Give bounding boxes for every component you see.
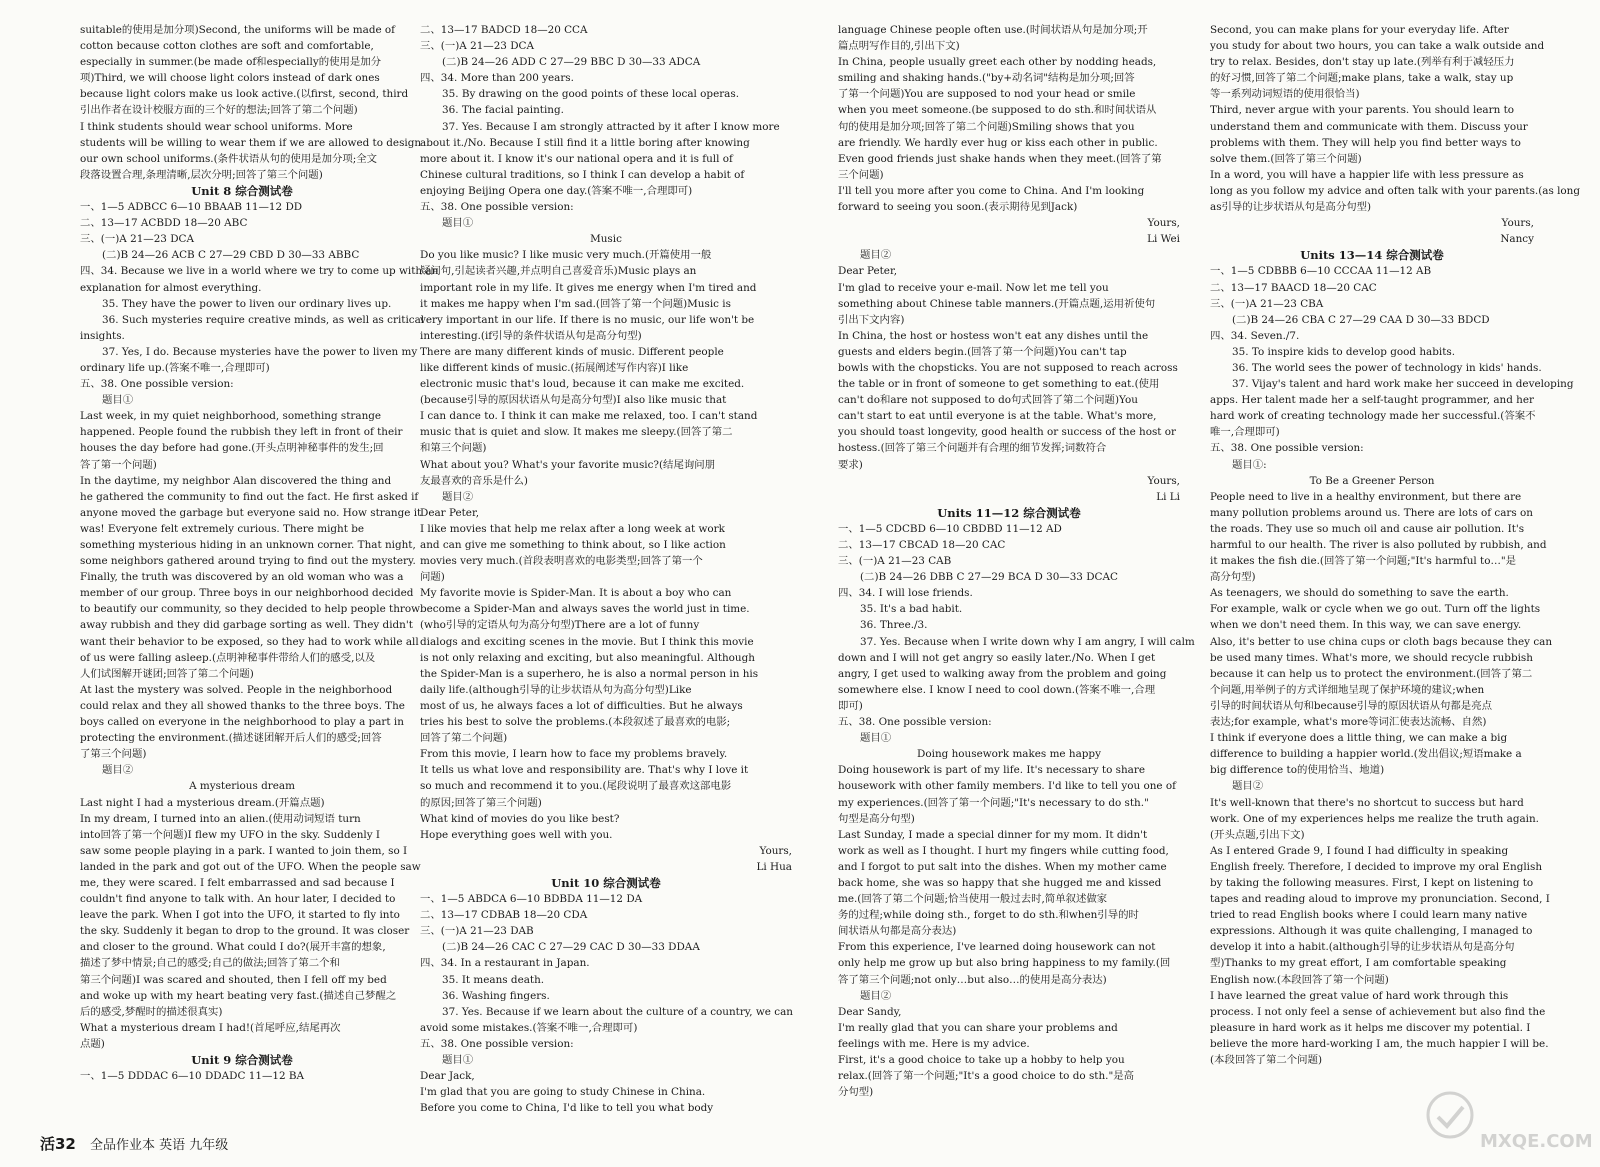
text-line: 务的过程;while doing sth., forget to do sth.和when引导的时 [838, 909, 1139, 922]
text-line: Third, never argue with your parents. You should learn to [1210, 104, 1515, 117]
text-line: want their behavior to be exposed, so they had to work while all [80, 635, 419, 648]
text-line: 篇点明写作目的,引出下文) [838, 40, 960, 53]
text-line: 二、13—17 ACBDD 18—20 ABC [80, 217, 248, 230]
text-line: 唯一,合理即可) [1210, 426, 1280, 439]
text-line: was! Everyone felt extremely curious. There might be [80, 522, 365, 535]
text-line: and I forgot to put salt into the dishes. When my mother came [838, 860, 1167, 873]
text-line: saw some people playing in a park. I wanted to join them, so I [80, 844, 408, 857]
text-line: (二)B 24—26 ADD C 27—29 BBC D 30—33 ADCA [442, 56, 701, 69]
text-line: 二、13—17 BAACD 18—20 CAC [1210, 281, 1377, 294]
text-line: anyone moved the garbage but everyone said no. How strange it [80, 506, 422, 519]
text-line: by taking the following measures. First, I kept on listening to [1210, 876, 1534, 889]
text-line: I'm glad that you are going to study Chinese in China. [420, 1086, 706, 1099]
text-line: is not only relaxing and exciting, but also meaningful. Although [420, 651, 755, 664]
text-line: 和第三个问题) [420, 442, 487, 455]
text-line: 段落设置合理,条理清晰,层次分明;回答了第三个问题) [80, 168, 323, 181]
text-line: develop it into a habit.(although引导的让步状语从句是高分句 [1210, 941, 1515, 954]
text-line: housework with other family members. I'd like to tell you one of [838, 780, 1176, 793]
text-line: 三、(一)A 21—23 CBA [1210, 297, 1324, 310]
text-line: Li Hua [756, 860, 792, 873]
text-line: can't do和are not supposed to do句式回答了第二个问题)You [838, 394, 1138, 407]
text-line: boys called on everyone in the neighborhood to play a part in [80, 716, 404, 729]
text-line: something mysterious hiding in an unknown corner. That night, [80, 539, 416, 551]
text-line: become a Spider-Man and always saves the world just in time. [420, 603, 750, 616]
text-line: difference to building a happier world.(发出倡议;短语make a [1210, 748, 1522, 761]
text-line: the Spider-Man is a superhero, he is also a normal person in his [420, 667, 759, 680]
text-line: 35. It means death. [442, 973, 545, 986]
text-line: as引导的让步状语从句是高分句型) [1210, 201, 1372, 214]
text-line: very important in our life. If there is no music, our life won't be [420, 313, 755, 326]
text-line: tried to read English books where I could learn many native [1210, 909, 1528, 922]
text-line: First, it's a good choice to take up a hobby to help you [838, 1054, 1125, 1066]
text-line: 人们试图解开谜团;回答了第二个问题) [80, 667, 254, 680]
text-line: avoid some mistakes.(答案不唯一,合理即可) [420, 1021, 638, 1034]
text-line: 题目① [442, 1054, 474, 1066]
text-line: 的好习惯,回答了第二个问题;make plans, take a walk, stay up [1210, 72, 1514, 85]
text-line: 等一系列动词短语的使用很恰当) [1210, 88, 1360, 101]
text-line: guests and elders begin.(回答了第一个问题)You can't tap [838, 345, 1127, 358]
text-line: (because引导的原因状语从句是高分句型)I also like music that [420, 394, 727, 407]
text-line: ordinary life up.(答案不唯一,合理即可) [80, 361, 270, 374]
text-line: the table or in front of someone to get something to eat.(使用 [838, 378, 1160, 391]
text-line: problems with them. They will help you find better ways to [1210, 136, 1521, 149]
text-line: 间状语从句都是高分表达) [838, 925, 957, 938]
text-line: Nancy [1500, 233, 1534, 246]
text-line: interesting.(if引导的条件状语从句是高分句型) [420, 329, 642, 342]
text-line: As teenagers, we should do something to save the earth. [1210, 587, 1509, 600]
text-line: it makes the fish die.(回答了第一个问题;"It's harmful to…"是 [1210, 555, 1517, 568]
text-line: 36. Such mysteries require creative minds, as well as critical [102, 313, 425, 326]
text-line: 题目① [102, 394, 134, 407]
text-line: when we don't need them. In this way, we can save energy. [1210, 619, 1522, 632]
text-line: 四、34. More than 200 years. [420, 72, 574, 85]
text-line: our own school uniforms.(条件状语从句的使用是加分项;全文 [80, 152, 378, 165]
text-line: only help me grow up but also bring happiness to my family.(回 [838, 957, 1171, 970]
text-line: especially in summer.(be made of和especially的使用是加分 [80, 56, 382, 69]
text-line: 题目② [860, 249, 892, 262]
text-line: and woke up with my heart beating very fast.(描述自己梦醒之 [80, 989, 397, 1002]
text-line: 五、38. One possible version: [80, 378, 234, 391]
text-line: 37. Vijay's talent and hard work make her succeed in developing [1232, 378, 1574, 391]
text-line: 的原因;回答了第三个问题) [420, 796, 542, 809]
text-line: 四、34. I will lose friends. [838, 587, 973, 600]
text-line: back home, she was so happy that she hugged me and kissed [838, 876, 1162, 889]
text-line: I think students should wear school uniforms. More [80, 120, 353, 133]
text-line: 三、(一)A 21—23 DCA [80, 233, 195, 246]
watermark-icon-mark [1438, 1107, 1463, 1126]
text-line: cotton because cotton clothes are soft and comfortable, [80, 40, 374, 53]
text-line: suitable的使用是加分项)Second, the uniforms will be made of [80, 24, 396, 36]
text-line: music that is quiet and slow. It makes me sleepy.(回答了第二 [420, 426, 733, 439]
text-line: Units 13—14 综合测试卷 [1300, 248, 1444, 263]
text-line: 36. Washing fingers. [442, 989, 550, 1002]
text-line: 一、1—5 CDBBB 6—10 CCCAA 11—12 AB [1210, 265, 1432, 278]
text-line: I like movies that help me relax after a long week at work [420, 522, 725, 535]
text-line: 题目①: [1232, 458, 1267, 471]
text-line: 型)Thanks to my great effort, I am comfortable speaking [1210, 957, 1507, 970]
text-line: language Chinese people often use.(时间状语从句是加分项;开 [838, 24, 1148, 36]
text-line: What kind of movies do you like best? [420, 812, 620, 825]
watermark-logo [1420, 1085, 1593, 1155]
text-line: As I entered Grade 9, I found I had difficulty in speaking [1210, 844, 1509, 857]
text-line: 个问题,用举例子的方式详细地呈现了保护环境的建议;when [1210, 683, 1485, 696]
text-line: big difference to的使用恰当、地道) [1210, 764, 1385, 777]
text-line: 了第三个问题) [80, 748, 147, 761]
text-line: something about Chinese table manners.(开篇点题,运用祈使句 [838, 297, 1156, 310]
text-line: couldn't find anyone to talk with. An hour later, I decided to [80, 893, 396, 906]
text-line: Last night I had a mysterious dream.(开篇点题) [80, 796, 325, 809]
text-line: daily life.(although引导的让步状语从句为高分句型)Like [420, 683, 692, 696]
text-line: feelings with me. Here is my advice. [838, 1037, 1030, 1050]
text-line: (二)B 24—26 DBB C 27—29 BCA D 30—33 DCAC [860, 571, 1118, 584]
text-line: In China, people usually greet each other by nodding heads, [838, 56, 1157, 69]
text-line: angry, I get used to walking away from the problem and going [838, 667, 1167, 680]
text-line: Unit 10 综合测试卷 [551, 875, 661, 890]
text-line: into回答了第一个问题)I flew my UFO in the sky. Suddenly I [80, 828, 381, 841]
text-line: Second, you can make plans for your everyday life. After [1210, 24, 1509, 36]
text-line: 四、34. Seven./7. [1210, 329, 1300, 342]
text-line: Dear Jack, [420, 1070, 475, 1083]
text-line: (开头点题,引出下文) [1210, 828, 1305, 841]
watermark-text: MXQE.COM [1480, 1131, 1593, 1152]
text-line: 描述了梦中情景;自己的感受;自己的做法;回答了第二个和 [80, 957, 340, 970]
text-line: (二)B 24—26 ACB C 27—29 CBD D 30—33 ABBC [102, 249, 360, 262]
text-line: 引出作者在设计校服方面的三个好的想法;回答了第二个问题) [80, 104, 358, 117]
column-2 [420, 22, 792, 1132]
text-line: A mysterious dream [189, 780, 295, 793]
text-line: work. One of my experiences helps me realize the truth again. [1210, 812, 1539, 825]
text-line: 一、1—5 DDDAC 6—10 DDADC 11—12 BA [80, 1070, 304, 1083]
text-line: process. I not only feel a sense of achievement but also find the [1210, 1005, 1546, 1018]
text-line: you study for about two hours, you can take a walk outside and [1210, 40, 1545, 53]
text-line: 句型是高分句型) [838, 812, 915, 825]
text-line: 35. It's a bad habit. [860, 603, 963, 616]
text-line: I can dance to. I think it can make me relaxed, too. I can't stand [420, 410, 758, 423]
text-line: 二、13—17 BADCD 18—20 CCA [420, 24, 588, 36]
text-line: tries his best to solve the problems.(本段叙述了最喜欢的电影; [420, 716, 731, 729]
text-line: 三个问题) [838, 168, 884, 181]
text-line: People need to live in a healthy environment, but there are [1210, 490, 1522, 503]
text-line: Do you like music? I like music very much.(开篇使用一般 [420, 249, 712, 262]
text-line: Before you come to China, I'd like to tell you what body [420, 1102, 714, 1115]
text-line: From this experience, I've learned doing housework can not [838, 941, 1156, 954]
text-line: 五、38. One possible version: [420, 201, 574, 214]
text-line: What a mysterious dream I had!(首尾呼应,结尾再次 [80, 1021, 341, 1034]
text-line: 答了第一个问题) [80, 458, 157, 471]
text-line: 五、38. One possible version: [420, 1037, 574, 1050]
text-line: 35. By drawing on the good points of these local operas. [442, 88, 740, 101]
text-line: 项)Third, we will choose light colors instead of dark ones [80, 72, 380, 85]
text-line: 点题) [80, 1037, 105, 1050]
text-line: 37. Yes. Because I am strongly attracted by it after I know more [442, 120, 780, 133]
text-line: 要求) [838, 458, 863, 471]
column-3 [838, 22, 1195, 1132]
text-line: he gathered the community to find out the fact. He first asked if [80, 490, 419, 503]
text-line: English now.(本段回答了第一个问题) [1210, 973, 1389, 986]
text-line: bowls with the chopsticks. You are not supposed to reach across [838, 361, 1178, 374]
text-line: tapes and reading aloud to improve my pronunciation. Second, I [1210, 893, 1550, 906]
text-line: 即可) [838, 699, 863, 712]
text-line: and can give me something to think about, so I like action [420, 539, 726, 551]
text-line: Music [590, 233, 622, 246]
column-4 [1210, 22, 1581, 1132]
text-line: 第三个问题)I was scared and shouted, then I fell off my bed [80, 973, 387, 986]
text-line: Li Li [1156, 490, 1180, 503]
text-line: Doing housework makes me happy [917, 748, 1101, 761]
text-line: (二)B 24—26 CBA C 27—29 CAA D 30—33 BDCD [1232, 313, 1490, 326]
text-line: Last Sunday, I made a special dinner for my mom. It didn't [838, 828, 1148, 841]
text-line: Unit 8 综合测试卷 [191, 183, 293, 198]
text-line: (本段回答了第二个问题) [1210, 1054, 1323, 1066]
text-line: It tells us what love and responsibility are. That's why I love it [420, 764, 749, 777]
text-line: 一、1—5 ABDCA 6—10 BDBDA 11—12 DA [420, 893, 643, 906]
text-line: when you meet someone.(be supposed to do sth.和时间状语从 [838, 104, 1157, 117]
text-line: I'm glad to receive your e-mail. Now let me tell you [838, 281, 1109, 294]
text-line: 三、(一)A 21—23 DCA [420, 40, 535, 53]
page-footer [40, 1136, 340, 1154]
book-info: 全品作业本 英语 九年级 [90, 1138, 229, 1153]
text-line: hard work of creating technology made her successful.(答案不 [1210, 410, 1536, 423]
text-line: I'm really glad that you can share your problems and [838, 1021, 1118, 1034]
text-line: What about you? What's your favorite music?(结尾询问朋 [420, 458, 716, 471]
text-line: 37. Yes. Because when I write down why I am angry, I will calm [860, 635, 1195, 648]
text-line: 分句型) [838, 1086, 874, 1099]
text-line: understand them and communicate with them. Discuss your [1210, 120, 1528, 133]
text-line: it makes me happy when I'm sad.(回答了第一个问题)Music is [420, 297, 731, 310]
text-line: 题目② [102, 764, 134, 777]
text-line: happened. People found the rubbish they left in front of their [80, 426, 403, 439]
text-line: 36. The world sees the power of technology in kids' hands. [1232, 361, 1542, 374]
text-line: like different kinds of music.(拓展阐述写作内容)I like [420, 361, 689, 374]
text-line: Chinese cultural traditions, so I think I can develop a habit of [420, 168, 745, 181]
text-line: 37. Yes, I do. Because mysteries have the power to liven my [102, 345, 418, 358]
text-line: I think if everyone does a little thing, we can make a big [1210, 732, 1508, 745]
text-line: Hope everything goes well with you. [420, 828, 613, 841]
text-line: insights. [80, 329, 125, 342]
text-line: 了第一个问题)You are supposed to nod your head or smile [838, 88, 1136, 101]
text-line: 后的感受,梦醒时的描述很真实) [80, 1005, 223, 1018]
text-line: For example, walk or cycle when we go out. Turn off the lights [1210, 603, 1541, 616]
text-line: can't start to eat until everyone is at the table. What's more, [838, 410, 1157, 423]
text-line: 表达;for example, what's more等词汇使表达流畅、自然) [1210, 716, 1487, 729]
text-line: the roads. They use so much oil and cause air pollution. It's [1210, 522, 1525, 535]
text-line: protecting the environment.(描述谜团解开后人们的感受;回答 [80, 732, 382, 745]
text-line: houses the day before had gone.(开头点明神秘事件的发生;回 [80, 442, 384, 455]
text-line: To Be a Greener Person [1309, 474, 1435, 487]
text-line: Unit 9 综合测试卷 [191, 1053, 293, 1067]
text-line: forward to seeing you soon.(表示期待见到Jack) [838, 201, 1078, 214]
text-line: 问题) [420, 571, 445, 584]
text-line: expressions. Although it was quite challenging, I managed to [1210, 925, 1533, 938]
text-line: Yours, [1501, 217, 1534, 230]
text-line: 二、13—17 CDBAB 18—20 CDA [420, 909, 588, 922]
text-line: to beautify our community, so they decided to help people throw [80, 603, 421, 616]
text-line: It's well-known that there's no shortcut to success but hard [1210, 796, 1524, 809]
text-line: 35. To inspire kids to develop good habits. [1232, 345, 1456, 358]
text-line: be used many times. What's more, we should recycle rubbish [1210, 651, 1533, 664]
text-line: 四、34. In a restaurant in Japan. [420, 957, 590, 970]
text-line: enjoying Beijing Opera one day.(答案不唯一,合理即可) [420, 184, 693, 197]
text-line: could relax and they all showed thanks to the three boys. The [80, 699, 405, 712]
text-line: you should toast longevity, good health or success of the host or [838, 426, 1176, 439]
text-line: important role in my life. It gives me energy when I'm tired and [420, 281, 757, 294]
text-line: 二、13—17 CBCAD 18—20 CAC [838, 539, 1006, 551]
text-line: electronic music that's loud, because it can make me excited. [420, 378, 745, 391]
text-line: long as you follow my advice and often talk with your parents.(as long [1210, 184, 1581, 197]
text-line: Last week, in my quiet neighborhood, something strange [80, 410, 382, 423]
text-line: Yours, [1147, 217, 1180, 230]
text-line: 36. The facial painting. [442, 104, 564, 117]
text-line: My favorite movie is Spider-Man. It is about a boy who can [420, 587, 732, 600]
text-line: Units 11—12 综合测试卷 [937, 505, 1081, 520]
text-line: landed in the park and got out of the UFO. When the people saw [80, 860, 421, 873]
text-line: 三、(一)A 21—23 CAB [838, 555, 952, 568]
text-line: Doing housework is part of my life. It's necessary to share [838, 764, 1145, 777]
text-line: of us were falling asleep.(点明神秘事件带给人们的感受,以及 [80, 651, 376, 664]
text-line: most of us, he always faces a lot of difficulties. But he always [420, 699, 743, 712]
text-line: In the daytime, my neighbor Alan discovered the thing and [80, 474, 392, 487]
text-line: about it./No. Because I still find it a little boring after knowing [420, 136, 750, 149]
text-line: believe the more hard-working I am, the much happier I will be. [1210, 1037, 1549, 1050]
text-line: movies very much.(首段表明喜欢的电影类型;回答了第一个 [420, 555, 703, 568]
text-line: At last the mystery was solved. People in the neighborhood [80, 683, 393, 696]
text-line: harmful to our health. The river is also polluted by rubbish, and [1210, 539, 1547, 551]
text-line: 引导的时间状语从句和because引导的原因状语从句都是亮点 [1210, 699, 1492, 712]
text-line: 五、38. One possible version: [1210, 442, 1364, 455]
text-line: In China, the host or hostess won't eat any dishes until the [838, 329, 1149, 342]
text-line: 36. Three./3. [860, 619, 928, 632]
text-line: my experiences.(回答了第一个问题;"It's necessary to do sth." [838, 796, 1149, 809]
text-line: From this movie, I learn how to face my problems bravely. [420, 748, 728, 761]
text-line: member of our group. Three boys in our neighborhood decided [80, 587, 414, 600]
text-line: leave the park. When I got into the UFO, it started to fly into [80, 909, 400, 922]
text-line: 引出下文内容) [838, 313, 905, 326]
page-number: 活32 [40, 1135, 76, 1153]
text-line: 题目② [442, 490, 474, 503]
text-line: I'll tell you more after you come to China. And I'm looking [838, 184, 1145, 197]
text-line: 三、(一)A 21—23 DAB [420, 925, 534, 938]
text-line: 回答了第二个问题) [420, 732, 508, 745]
text-line: because it can help us to protect the environment.(回答了第二 [1210, 667, 1533, 680]
text-line: some neighbors gathered around trying to find out the mystery. [80, 555, 416, 568]
text-line: 题目② [860, 989, 892, 1002]
text-line: dialogs and exciting scenes in the movie. But I think this movie [420, 635, 754, 648]
text-line: students will be willing to wear them if we are allowed to design [80, 136, 422, 149]
text-line: me, they were scared. I felt embarrassed and sad because I [80, 876, 395, 889]
text-line: 一、1—5 CDCBD 6—10 CBDBD 11—12 AD [838, 522, 1062, 535]
text-line: Even good friends just shake hands when they meet.(回答了第 [838, 152, 1162, 165]
text-line: 疑问句,引起读者兴趣,并点明自己喜爱音乐)Music plays an [420, 265, 697, 278]
text-line: me.(回答了第二个问题;恰当使用一般过去时,简单叙述做家 [838, 893, 1108, 906]
text-line: 句的使用是加分项;回答了第二个问题)Smiling shows that you [838, 120, 1135, 133]
text-line: 35. They have the power to liven our ordinary lives up. [102, 297, 392, 310]
text-line: Also, it's better to use china cups or cloth bags because they can [1210, 635, 1553, 648]
text-line: explanation for almost everything. [80, 281, 262, 294]
text-line: solve them.(回答了第三个问题) [1210, 152, 1362, 165]
text-line: Dear Peter, [420, 506, 480, 519]
text-line: Dear Sandy, [838, 1005, 902, 1018]
text-line: apps. Her talent made her a self-taught programmer, and her [1210, 394, 1534, 407]
column-1 [80, 22, 439, 1132]
text-line: work as well as I thought. I hurt my fingers while cutting food, [838, 844, 1169, 857]
text-line: English freely. Therefore, I decided to improve my oral English [1210, 860, 1543, 873]
text-line: 题目② [1232, 780, 1264, 793]
text-line: 题目① [442, 217, 474, 230]
text-line: somewhere else. I know I need to cool down.(答案不唯一,合理 [838, 683, 1156, 696]
text-line: 题目① [860, 732, 892, 745]
text-line: more about it. I know it's our national opera and it is full of [420, 152, 733, 165]
text-line: away rubbish and they did garbage sorting as well. They didn't [80, 619, 413, 632]
text-line: because light colors make us look active.(以first, second, third [80, 88, 409, 101]
text-line: down and I will not get angry so easily later./No. When I get [838, 651, 1156, 664]
text-line: (二)B 24—26 CAC C 27—29 CAC D 30—33 DDAA [442, 941, 700, 954]
text-line: I have learned the great value of hard work through this [1210, 989, 1509, 1002]
text-line: Li Wei [1147, 233, 1180, 246]
text-line: 答了第三个问题;not only…but also…的使用是高分表达) [838, 973, 1107, 986]
text-line: (who引导的定语从句为高分句型)There are a lot of funny [420, 619, 700, 632]
text-line: and closer to the ground. What could I do?(展开丰富的想象, [80, 941, 386, 954]
text-line: try to relax. Besides, don't stay up late.(列举有利于减轻压力 [1210, 56, 1515, 69]
text-line: hostess.(回答了第三个问题并有合理的细节发挥;词数符合 [838, 442, 1107, 455]
text-line: 高分句型) [1210, 571, 1256, 584]
text-line: Yours, [759, 844, 792, 857]
text-line: the sky. Suddenly it began to drop to the ground. It was closer [80, 925, 410, 938]
text-line: Dear Peter, [838, 265, 898, 278]
watermark-icon [1428, 1093, 1472, 1137]
text-line: 四、34. Because we live in a world where we try to come up with an [80, 265, 439, 278]
text-line: 五、38. One possible version: [838, 716, 992, 729]
text-line: smiling and shaking hands.("by+动名词"结构是加分项;回答 [838, 72, 1135, 85]
text-line: relax.(回答了第一个问题;"It's a good choice to do sth."是高 [838, 1070, 1135, 1083]
text-line: Finally, the truth was discovered by an old woman who was a [80, 571, 404, 584]
text-line: 37. Yes. Because if we learn about the culture of a country, we can [442, 1005, 793, 1018]
text-line: 一、1—5 ADBCC 6—10 BBAAB 11—12 DD [80, 201, 303, 214]
text-line: Yours, [1147, 474, 1180, 487]
text-line: In a word, you will have a happier life with less pressure as [1210, 168, 1524, 181]
text-line: 友最喜欢的音乐是什么) [420, 474, 528, 487]
text-line: There are many different kinds of music. Different people [420, 345, 724, 358]
text-line: are friendly. We hardly ever hug or kiss each other in public. [838, 136, 1158, 149]
text-line: many pollution problems around us. There are lots of cars on [1210, 506, 1533, 519]
text-line: In my dream, I turned into an alien.(使用动词短语 turn [80, 812, 361, 825]
text-line: pleasure in hard work as it helps me discover my potential. I [1210, 1021, 1531, 1034]
text-line: so much and recommend it to you.(尾段说明了最喜欢这部电影 [420, 780, 732, 793]
